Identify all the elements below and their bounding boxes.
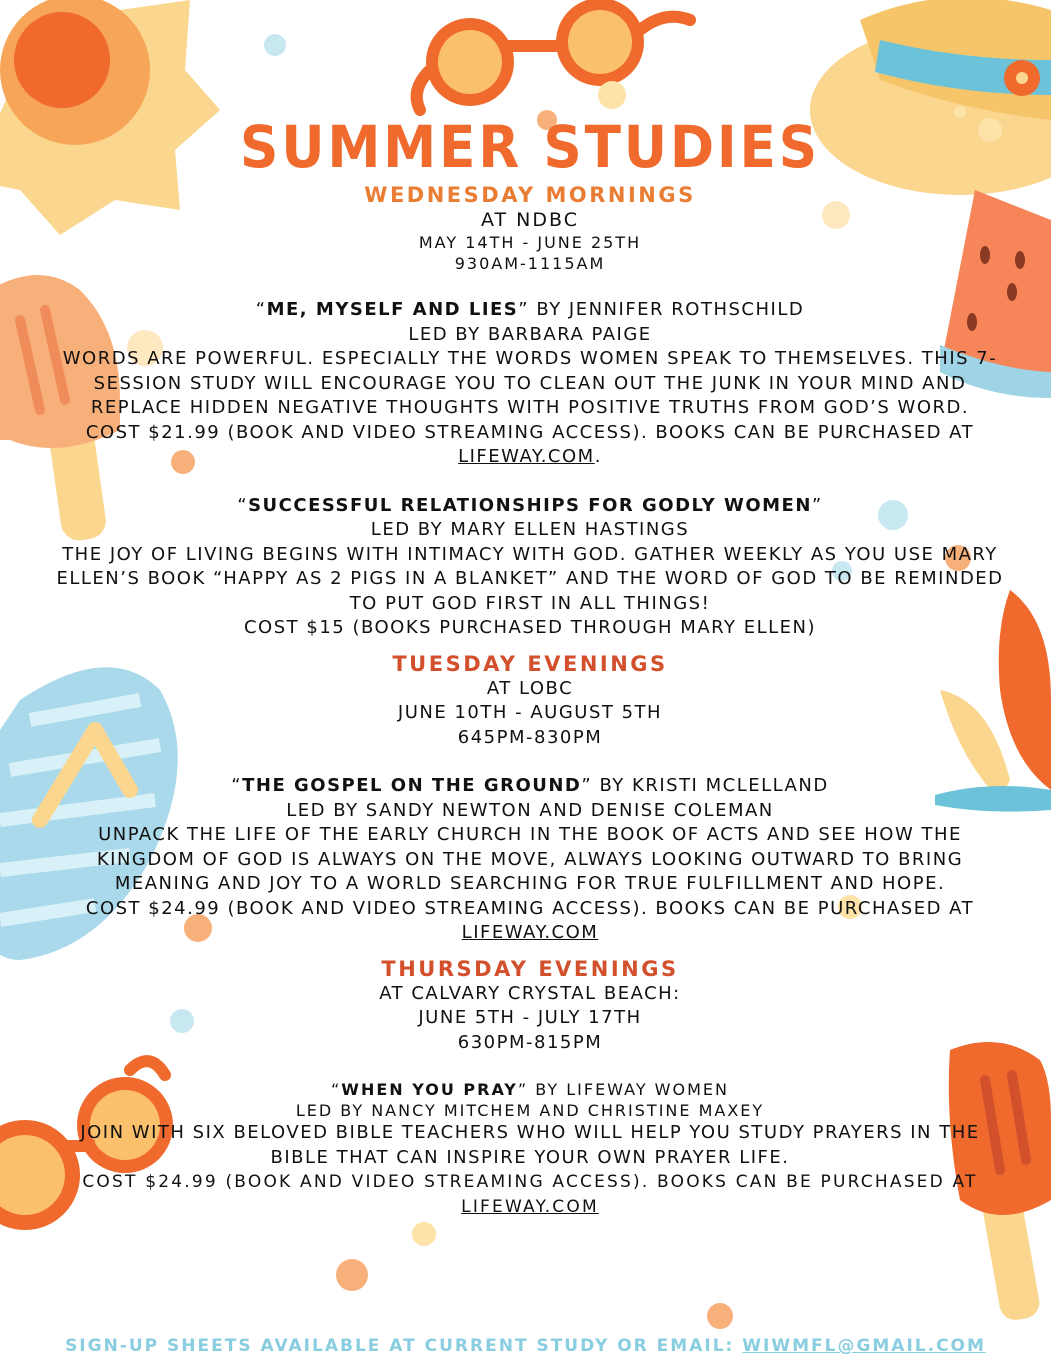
study-cost	[40, 897, 1020, 946]
thursday-time: 630PM-815PM	[457, 1031, 603, 1053]
study-title-line: “THE GOSPEL ON THE GROUND” BY KRISTI MCLELLAND	[231, 775, 829, 796]
study-description: THE JOY OF LIVING BEGINS WITH INTIMACY WITH GOD. GATHER WEEKLY AS YOU USE MARY ELLEN’S BOOK “HAPPY AS 2 PIGS IN A BLANKET” AND THE WORD OF GOD TO BE REMINDED TO PUT GOD FIRST IN ALL THINGS!	[56, 543, 1004, 614]
thursday-dates: JUNE 5TH - JULY 17TH	[418, 1007, 642, 1028]
study-description: WORDS ARE POWERFUL. ESPECIALLY THE WORDS WOMEN SPEAK TO THEMSELVES. THIS 7-SESSION STUDY WILL ENCOURAGE YOU TO CLEAN OUT THE JUNK IN YOUR MIND AND REPLACE HIDDEN NEGATIVE THOUGHTS WITH POSITIVE TRUTHS FROM GOD’S WORD.	[62, 348, 998, 418]
wednesday-time: 930AM-1115AM	[454, 254, 606, 273]
lifeway-link[interactable]: LIFEWAY.COM	[461, 1196, 599, 1217]
flyer-content	[40, 112, 1020, 1219]
study-cost: COST $15 (BOOKS PURCHASED THROUGH MARY ELLEN)	[243, 617, 817, 638]
tuesday-location: AT LOBC	[486, 677, 574, 699]
study-cost-text: COST $21.99 (BOOK AND VIDEO STREAMING ACCESS). BOOKS CAN BE PURCHASED AT	[85, 421, 975, 443]
signup-footer	[0, 1336, 1051, 1356]
study-title-line: “SUCCESSFUL RELATIONSHIPS FOR GODLY WOMEN”	[237, 494, 823, 516]
study-cost-text: COST $24.99 (BOOK AND VIDEO STREAMING ACCESS). BOOKS CAN BE PURCHASED AT	[82, 1172, 978, 1192]
page-title: SUMMER STUDIES	[240, 113, 820, 181]
study-cost: COST $21.99 (BOOK AND VIDEO STREAMING ACCESS). BOOKS CAN BE PURCHASED AT LIFEWAY.COM.	[85, 421, 975, 467]
study-title: WHEN YOU PRAY	[341, 1080, 518, 1099]
study-author: BY KRISTI MCLELLAND	[599, 775, 829, 796]
study-title: THE GOSPEL ON THE GROUND	[242, 775, 582, 796]
lifeway-link[interactable]: LIFEWAY.COM	[461, 922, 599, 943]
wednesday-location: AT NDBC	[481, 209, 579, 231]
study-author: BY JENNIFER ROTHSCHILD	[536, 299, 805, 320]
study-description: UNPACK THE LIFE OF THE EARLY CHURCH IN THE BOOK OF ACTS AND SEE HOW THE KINGDOM OF GOD IS ALWAYS ON THE MOVE, ALWAYS LOOKING OUTWARD TO BRING MEANING AND JOY TO A WORLD SEARCHING FOR TRUE FULFILLMENT AND HOPE.	[96, 824, 964, 894]
study-title-line: “WHEN YOU PRAY” BY LIFEWAY WOMEN	[331, 1080, 729, 1099]
study-leader: LED BY BARBARA PAIGE	[408, 323, 652, 345]
study-author: BY LIFEWAY WOMEN	[535, 1080, 729, 1099]
tuesday-time: 645PM-830PM	[457, 726, 603, 748]
study-cost	[40, 1170, 1020, 1219]
footer-text: SIGN-UP SHEETS AVAILABLE AT CURRENT STUDY OR EMAIL:	[65, 1336, 735, 1356]
study-title-line: “ME, MYSELF AND LIES” BY JENNIFER ROTHSCHILD	[255, 299, 805, 320]
study-leader: LED BY SANDY NEWTON AND DENISE COLEMAN	[286, 799, 774, 821]
wednesday-heading: WEDNESDAY MORNINGS	[364, 183, 696, 207]
study-title: ME, MYSELF AND LIES	[266, 299, 519, 320]
study-title: SUCCESSFUL RELATIONSHIPS FOR GODLY WOMEN	[248, 494, 812, 516]
thursday-location: AT CALVARY CRYSTAL BEACH:	[379, 982, 681, 1004]
study-leader: LED BY MARY ELLEN HASTINGS	[370, 519, 690, 540]
tuesday-dates: JUNE 10TH - AUGUST 5TH	[397, 702, 663, 723]
thursday-heading: THURSDAY EVENINGS	[381, 956, 679, 981]
study-description: JOIN WITH SIX BELOVED BIBLE TEACHERS WHO WILL HELP YOU STUDY PRAYERS IN THE BIBLE THAT CAN INSPIRE YOUR OWN PRAYER LIFE.	[80, 1122, 980, 1168]
wednesday-dates: MAY 14TH - JUNE 25TH	[418, 233, 642, 252]
email-link[interactable]: WIWMFL@GMAIL.COM	[742, 1336, 986, 1356]
study-leader: LED BY NANCY MITCHEM AND CHRISTINE MAXEY	[295, 1101, 765, 1120]
study-cost-text: COST $24.99 (BOOK AND VIDEO STREAMING ACCESS). BOOKS CAN BE PURCHASED AT	[85, 897, 975, 919]
tuesday-heading: TUESDAY EVENINGS	[392, 651, 668, 676]
lifeway-link[interactable]: LIFEWAY.COM	[458, 446, 595, 467]
sunglasses-icon	[417, 0, 690, 110]
